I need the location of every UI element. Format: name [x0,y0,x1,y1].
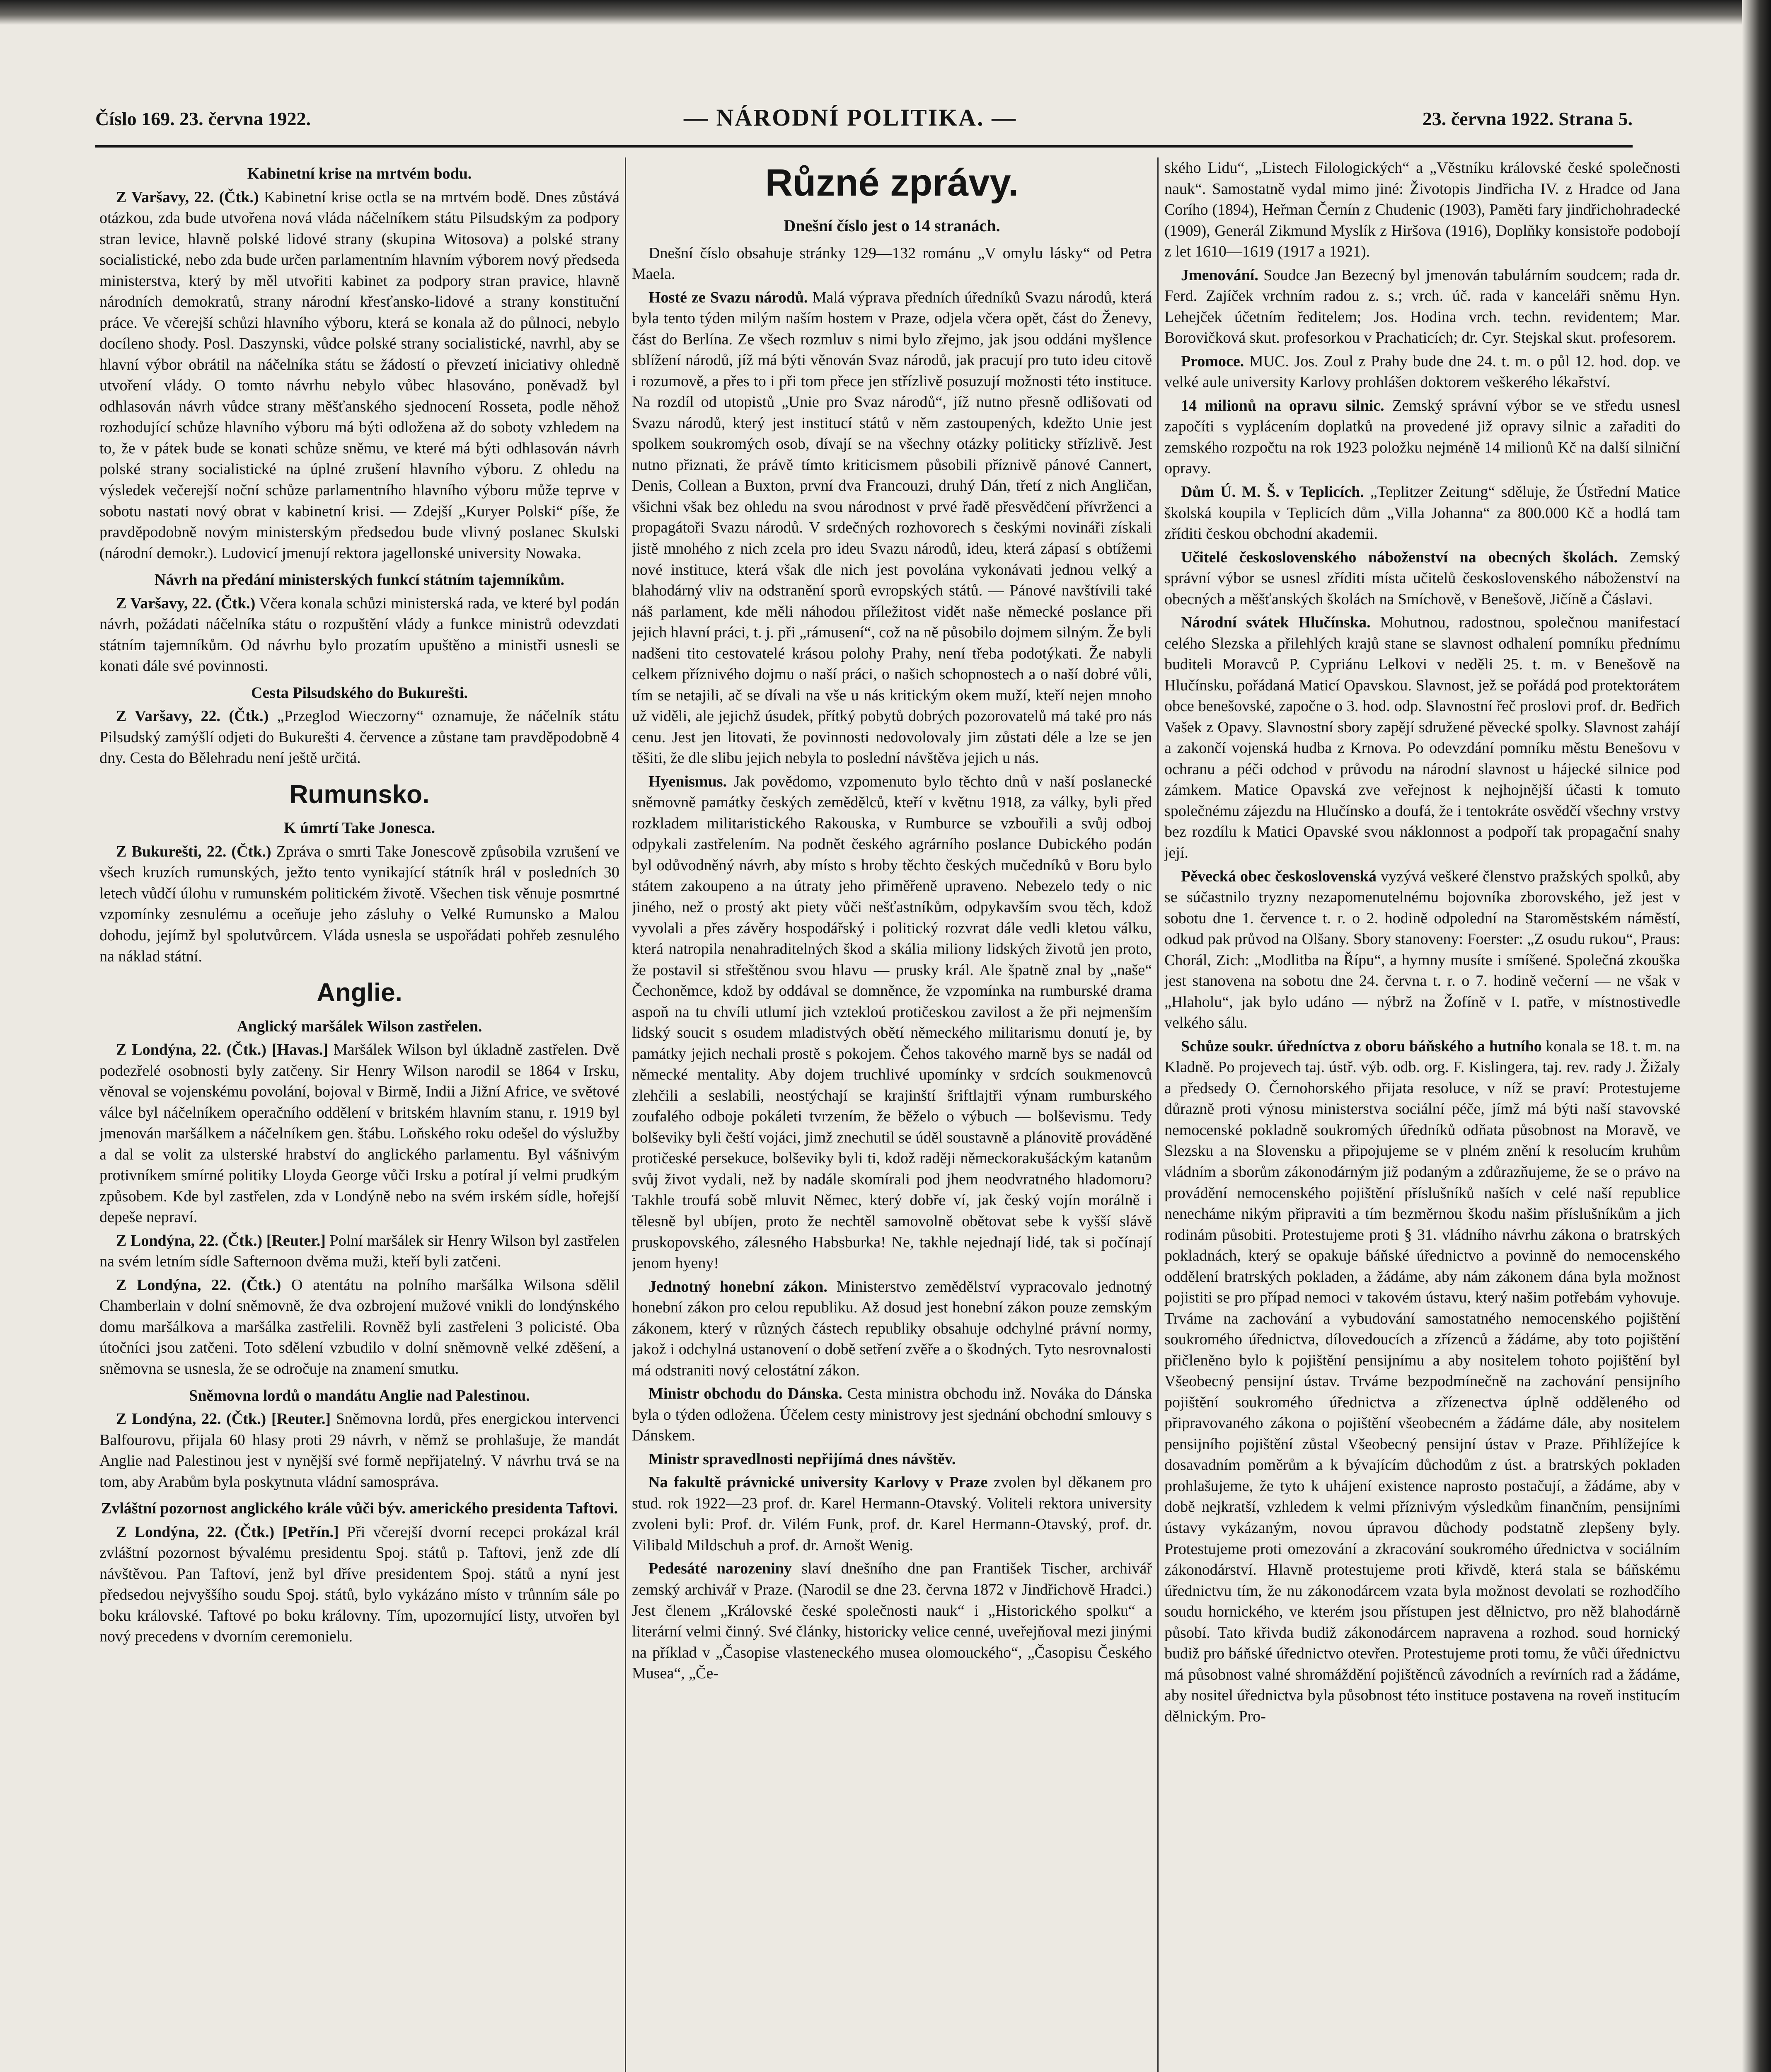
paragraph-text: Při včerejší dvorní recepci prokázal král zvláštní pozornost bývalému presidentu Spoj. států p. Taftovi, jenž zde dlí návštěvou. Pan Taftoví, jenž byl dříve presidentem Spoj. států a nyní jest předsedou nejvyššího soudu Spoj. států, bylo vykázáno místo v trůnním sále po boku královské. Taftové po boku královny. Tím, upozornující listy, utvořen byl nový precedens v dvorním ceremonielu. [99,1523,619,1646]
headline: Kabinetní krise na mrtvém bodu. [247,165,472,182]
item-title: Ministr obchodu do Dánska. [648,1385,843,1403]
article-paragraph [99,1039,619,1228]
paragraph-text: O atentátu na polního maršálka Wilsona sdělil Chamberlain v dolní sněmovně, že dva ozbrojení mužové vnikli do londýnského domu maršálkova a maršálka zastřelili. Rovněž byli zastřeleni 3 policisté. Oba útočníci jsou zatčeni. Toto sdělení vzbudilo v dolní sněmovně velké zděšení, a sněmovna se usnesla, že se odročuje na znamení smutku. [99,1276,619,1377]
item-title: Hosté ze Svazu národů. [648,288,808,306]
dateline: Z Londýna, 22. (Čtk.) [116,1276,281,1294]
column-2 [632,157,1152,2072]
article-paragraph: Ministr spravedlnosti nepřijímá dnes návštěv. [648,1450,956,1468]
paragraph-text: Sněmovna lordů, přes energickou intervenci Balfourovu, přijala 60 hlasy proti 29 návrh, v němž se prohlašuje, že mandát Anglie nad Palestinou jest v nynější své formě nepřijatelný. V návrhu trvá se na tom, aby Arabům byla poskytnuta vládní samospráva. [99,1410,619,1491]
paragraph-text: Malá výprava předních úředníků Svazu národů, která byla tento týden milým naším hostem v Praze, odjela včera opět, část do Ženevy, část do Berlína. Ze všech rozmluv s nimi bylo zřejmo, jak jsou oddáni myšlence sblížení národů, jíž má býti věnován Svaz národů, jak pracují pro tuto ideu citově i rozumově, a přes to i při tom přece jen střízlivě posuzují možnosti této instituce. Na rozdíl od utopistů „Unie pro Svaz národů“, jíž nutno přesně odlišovati od Svazu národů, který jest institucí států v něm zastoupených, kdežto Unie jest spolkem soukromých osob, dívají se na všechny otázky politicky střízlivě. Jest nutno přiznati, že právě tímto kriticismem působili příznivě pánové Cannert, Denis, Collean a Buxton, první dva Francouzi, druhý Dán, třetí z nich Angličan, všichni však bez ohledu na svou národnost v prvé řadě přesvědčení přívrženci a propagátoři Svazu národů. V srdečných rozhovorech s českými novináři získali jistě mnohého z nich zcela pro ideu Svazu národů, ideu, která zápasí s obtížemi nové instituce, která však dle nich jest povolána vykonávati jednou velký a blahodárný vliv na odstranění sporů evropských států. — Pánové navštívili také náš parlament, kde měli náhodou příležitost vidět naše německé poslance při jejich hlavní práci, t. j. při „rámusení“, což na ně působilo dojmem silným. Že byli nadšeni tito cestovatelé krásou polohy Prahy, není třeba podotýkati. Že nabyli celkem příznivého dojmu o naší práci, o našich schopnostech a o naší dobré vůli, tím se netajili, ač se dívali na vše u nás kritickým okem muží, kteří nejen mnoho už viděli, ale jejichž úsudek, přítký pobytů dobrých pozorovatelů má také pro nás cenu. Jest jen litovati, že povinnosti nedovolovaly jim zůstati déle a lze se jen těšiti, že dle slibu jejich nebyla to poslední návštěva jejich u nás. [632,288,1152,767]
article-paragraph [99,706,619,769]
item-title: Na fakultě právnické university Karlovy v Praze [648,1474,988,1491]
paragraph-text: Kabinetní krise octla se na mrtvém bodě. Dnes zůstává otázkou, zda bude utvořena nová vláda náčelníkem státu Pilsudským za podpory stran levice, hlavně polské lidové strany (skupina Witosova) a polské strany socialistické, nebo zda bude určen parlamentním hlavním výborem nový předseda ministerstva, který by měl utvořiti kabinet za podpory stran pravice, hlavně národních demokratů, strany národní křesťansko-lidové a strany konstituční práce. Ve včerejší schůzi hlavního výboru, která se konala až do půlnoci, nebylo docíleno shody. Posl. Daszynski, vůdce polské strany socialistické, navrhl, aby se hlavní výbor obrátil na náčelníka státu se žádostí o převzetí iniciativy ohledně utvoření vlády. O tomto návrhu nebylo vůbec hlasováno, poněvadž byl odhlasován návrh vůdce strany měšťanského sjednocení Rosseta, podle něhož rozhodující schůze hlavního výboru má býti odložena až do soboty vzhledem na to, že v pátek bude se konati schůze sněmu, ve které má býti odhlasován návrh polské strany socialistické na úplné zrušení hlavního výboru. Z ohledu na výsledek večerejší noční schůze parlamentního hlavního výboru může teprve v sobotu nastati nový obrat v kabinetní krisi. — Zdejší „Kuryer Polski“ píše, že pravděpodobně novým ministerským předsedou bude vlivný poslanec Skulski (národní demokr.). Ludovicí jmenují rektora jagellonské university Nowaka. [99,188,619,562]
article-paragraph [99,841,619,967]
article-paragraph [99,187,619,564]
paragraph-text: Cesta ministra obchodu inž. Nováka do Dánska byla o týden odložena. Účelem cesty ministrovy jest sjednání obchodní smlouvy s Dánskem. [632,1385,1152,1445]
dateline: Z Varšavy, 22. (Čtk.) [116,188,259,206]
column-rule [1157,157,1159,2072]
headline: Sněmovna lordů o mandátu Anglie nad Palestinou. [189,1387,530,1404]
article-paragraph [632,771,1152,1274]
article-paragraph [99,593,619,677]
item-title: Pěvecká obec československá [1181,867,1377,885]
paragraph-text: „Teplitzer Zeitung“ sděluje, že Ústřední Matice školská koupila v Teplicích dům „Villa Johanna“ za 800.000 Kč a hodlá tam zříditi českou obchodní akademii. [1164,483,1680,543]
article-paragraph [1164,1036,1680,1727]
item-title: Pedesáté narozeniny [648,1560,792,1578]
column-1 [99,157,619,2072]
notice-heading: Dnešní číslo jest o 14 stranách. [784,216,1000,235]
item-title: 14 milionů na opravu silnic. [1181,397,1384,414]
issue-date-left: Číslo 169. 23. června 1922. [95,108,311,129]
paragraph-text: Maršálek Wilson byl úkladně zastřelen. Dvě podezřelé osobnosti byly zatčeny. Sir Henry Wilson narodil se 1864 v Irsku, věnoval se vojenskému povolání, bojoval v Birmě, Indii a Jižní Africe, ve světové válce byl náčelníkem operačního oddělení v britském hlavním stanu, r. 1919 byl jmenován maršálkem a náčelníkem gen. štábu. Loňského roku odešel do výslužby a dal se volit za ulsterské hrabství do anglického parlamentu. Byl vášnivým protivníkem smírné politiky Lloyda George vůči Irsku a potíral jí velmi prudkým způsobem. Kde byl zastřelen, zda v Londýně nebo na svém irském sídle, hořejší depeše neprаví. [99,1041,619,1226]
dateline: Z Londýna, 22. (Čtk.) [Reuter.] [116,1232,326,1249]
paragraph-text: Soudce Jan Bezecný byl jmenován tabulárním soudcem; rada dr. Ferd. Zajíček vrchním radou z. s.; vrch. úč. rada v kanceláři sněmu Hyn. Lehejček účetním ředitelem; Jos. Hodina vrch. techn. revidentem; Mar. Borovičková skut. profesorkou v Prachaticích; dr. Cyr. Stejskal skut. profesorem. [1164,266,1680,347]
article-paragraph [1164,547,1680,610]
article-paragraph [1164,351,1680,393]
column-rule [625,157,626,2072]
paragraph-text: Mohutnou, radostnou, společnou manifestací celého Slezska a přilehlých krajů stane se slavnost odhalení pomníku přednímu buditeli Moravců P. Cypriánu Lelkovi v neděli 25. t. m. v Benešově na Hlučínsku, pořádaná Maticí Opavskou. Slavnost, jež se pořádá pod protektorátem obce benešovské, započne o 3. hod. odp. Slavnostní řeč proslovi prof. dr. Bedřich Vašek z Opavy. Slavnostní sbory zapějí sdružené pěvecké spolky. Slavnost zahájí a zakončí vojenská hudba z Krnova. Po odevzdání pomníku městu Benešovu v ochranu a péči odchod v průvodu na národní slavnost u hájecké silnice pod zámkem. Matice Opavská zve veřejnost k nejhojnější účasti k tomuto společnému zájezdu na Hlučínsko a doufá, že i tentokráte osvědčí všechny vrstvy bez rozdílu k Matici Opavské svou náklonnost a podpoří tak propagační snahy její. [1164,614,1680,862]
paragraph-text: Ministerstvo zemědělství vypracovalo jednotný honební zákon pro celou republiku. Až dosud jest honební zákon pouze zemským zákonem, který v různých částech republiky obsahuje odchylné právní normy, jakož i odchylná ustanovení o době setření zvěře a o škodných. Tyto nesrovnalosti má odstraniti nový celostátní zákon. [632,1278,1152,1379]
headline: Zvláštní pozornost anglického krále vůči býv. amerického presidenta Taftovi. [101,1500,618,1518]
dateline: Z Londýna, 22. (Čtk.) [Petřín.] [116,1523,339,1541]
item-title: Dům Ú. M. Š. v Teplicích. [1181,483,1364,501]
article-paragraph: Dnešní číslo obsahuje stránky 129—132 románu „V omylu lásky“ od Petra Maela. [632,244,1152,283]
headline: Cesta Pilsudského do Bukurešti. [251,684,468,702]
paragraph-text: MUC. Jos. Zoul z Prahy bude dne 24. t. m. o půl 12. hod. dop. ve velké aule university Karlovy prohlášen doktorem veškerého lékařství. [1164,352,1680,391]
article-paragraph: ského Lidu“, „Listech Filologických“ a „Věstníku královské české společnosti nauk“. Samostatně vydal mimo jiné: Životopis Jindřicha IV. z Hradce od Jana Corího (1894), Heřman Černín z Chudenic (1903), Paměti fary jindřichohradecké (1909), Generál Zikmund Myslík z Hiršova (1916), Doplňky konsistoře podobojí z let 1610—1619 (1917 a 1921). [1164,159,1680,261]
item-title: Hyenismus. [648,772,727,790]
scan-edge-right [1742,0,1771,2072]
article-paragraph [632,1276,1152,1381]
paragraph-text: Zemský správní výbor se ve středu usnesl započíti s vyplácením doplatků na provedené již opravy silnic a zařaditi do zemského rozpočtu na rok 1923 položku nejméně 14 milionů Kč na další silniční opravy. [1164,397,1680,477]
article-paragraph [99,1275,619,1380]
section-heading: Anglie. [317,978,402,1007]
paragraph-text: zvolen byl děkanem pro stud. rok 1922—23 prof. dr. Karel Hermann-Otavský. Voliteli rektora university zvoleni byli: Prof. dr. Vilém Funk, prof. dr. Karel Hermann-Otavský, prof. dr. Vilibald Mildschuh a prof. dr. Arnošt Wenig. [632,1474,1152,1554]
headline: Anglický maršálek Wilson zastřelen. [237,1017,482,1035]
item-title: Promoce. [1181,352,1244,370]
article-paragraph [1164,395,1680,479]
paragraph-text: Zpráva o smrti Take Jonescově způsobila vzrušení ve všech kruzích rumunských, ježto tento vynikající státník hrál v posledních 30 letech vůdčí úlohu v rumunském politickém životě. Všechen tisk věnuje posmrtné vzpomínky zesnulému a oceňuje jeho zásluhy o Velké Rumunsko a Malou dohodu, jejímž byl spolutvůrcem. Vláda usnesla se uspořádati pohřeb zesnulého na náklad státní. [99,842,619,965]
article-paragraph [99,1522,619,1647]
article-paragraph [1164,612,1680,863]
page-header [95,99,1633,148]
article-paragraph [1164,265,1680,349]
item-title: Schůze soukr. úředníctva z oboru báňského a hutního [1181,1037,1542,1055]
article-paragraph [99,1409,619,1492]
paragraph-text: „Przeglod Wieczorny“ oznamuje, že náčelník státu Pilsudský zamýšlí odjeti do Bukurešti 4. července a zůstane tam pravděpodobně 4 dny. Cesta do Bělehradu není ještě určitá. [99,707,619,767]
item-title: Jednotný honební zákon. [648,1278,827,1295]
article-paragraph [632,1472,1152,1556]
paragraph-text: Jak povědomo, vzpomenuto bylo těchto dnů v naší poslanecké sněmovně památky českých zemědělců, kteří v květnu 1918, za války, byli před rozkladem militaristického Rakouska, v Rumburce se vzbouřili a svůj odboj odpykali zastřelením. Na podnět českého agrárního poslance Dubického podán byl odůvodněný návrh, aby místo s hroby těchto českých mučedníků v Boru bylo státem zakoupeno a na útraty jeho přiměřeně upraveno. Nebezelo tedy o nic jiného, než o prostý akt piety vůči nešťastníkům, odpykavším svou těch, kdož vyvolali a přes závěry hospodářský i politický rozvrat dále vedli kletou válku, která natropila nenahraditelných škod a skália miliony lidských životů jen proto, že postavil si střeštěnou svou hlavu — prusky král. Ale špatně znal by „naše“ Čechoněmce, kdož by oddával se domněnce, že vzpomínka na rumburské drama aspoň na tu chvíli utlumí jich vztekloú protičeskou zavilost a že při nejmenším lidský soucit s osudem mladistvých obětí německého militarismu donutí je, by památky jejich nechali prostě s pokojem. Čehos takového marně bys se nadál od německé mentality. Aby dojem truchlivé upomínky v srdcích soukmenovců zlehčili a seslabili, neostýchají se krajinští šriftlajtři výnam rumburského zoufalého odboje pokáleti tvrzením, že běželo o výbuch — bolševismu. Tedy bolševiky byli čeští vojáci, jimž znechutil se úděl soustavně a plánovitě prováděné protičeské persekuce, bolševiky byli ti, kdož raději německorakušáckým katanům svůj život vydali, než by nadále skomírali pod jhem neodvratného hladomoru? Takhle troufá sobě mluvit Němec, který dobře ví, jak český vojín morálně i tělesně byl ubíjen, proto že nechtěl samovolně obětovat sebe k vyšší slávě pruskopovského, zálesného Habsburka! Ne, takhle nejednají lidé, tak si počínají jenom hyeny! [632,772,1152,1272]
paragraph-text: Zemský správní výbor se usnesl zříditi místa učitelů československého náboženství na obecných a měšťanských školách na Smíchově, v Benešově, Jičíně a Čáslavi. [1164,548,1680,608]
article-paragraph [1164,482,1680,545]
paragraph-text: Včera konala schůzi ministerská rada, ve které byl podán návrh, požádati náčelníka státu o rozpuštění vlády a funkce ministrů odevzdati státním tajemníkům. Od návrhu bylo prozatím upuštěno a ministři usnesli se konati dále své povinnosti. [99,594,619,675]
column-3 [1164,157,1680,2072]
paragraph-text: slaví dnešního dne pan František Tischer, archivář zemský archivář v Praze. (Narodil se dne 23. června 1872 v Jindřichově Hradci.) Jest členem „Královské české společnosti nauk“ i „Historického spolku“ a literární velmi činný. Své články, historicky velice cenné, uveřejňoval mezi jinými na příklad v „Časopise vlasteneckého musea olomouckého“, „Časopisu Českého Musea“, „Če- [632,1560,1152,1682]
dateline: Z Londýna, 22. (Čtk.) [Havas.] [116,1041,328,1059]
section-heading: Rumunsko. [289,780,430,809]
article-paragraph [1164,866,1680,1034]
dateline: Z Londýna, 22. (Čtk.) [Reuter.] [116,1410,331,1428]
scan-edge-top [0,0,1771,25]
article-paragraph [632,1558,1152,1684]
article-paragraph [632,1383,1152,1446]
masthead-title: — NÁRODNÍ POLITIKA. — [684,104,1017,131]
dateline: Z Varšavy, 22. (Čtk.) [116,707,269,725]
item-title: Jmenování. [1181,266,1258,284]
dateline: Z Bukurešti, 22. (Čtk.) [116,842,271,860]
headline: Návrh na předání ministerských funkcí státním tajemníkům. [154,571,565,589]
page-number-right: 23. června 1922. Strana 5. [1422,108,1633,129]
paragraph-text: Polní maršálek sir Henry Wilson byl zastřelen na svém letním sídle Safternoon dvěma muži, kteří byli zatčeni. [99,1232,619,1271]
paragraph-text: vyzývá veškeré členstvo pražských spolků, aby se súčastnilo tryzny nezapomenutelnému bojovníka zborovského, jež jest v sobotu dne 1. července t. r. o 2. hodině odpolední na Staroměstském náměstí, odkud pak průvod na Olšany. Sbory stanoveny: Foerster: „Z osudu rukou“, Praus: Chorál, Zich: „Modlitba na Řípu“, a hymny musíte i smíšené. Společná zkouška jest stanovena na sobotu dne 24. června t. r. o 7. hodině večerní — ne však v „Hlaholu“, jak bylo udáno — nýbrž na Žofíně v I. patře, v místnostivedle velkého sálu. [1164,867,1680,1032]
item-title: Učitelé československého náboženství na obecných školách. [1181,548,1618,566]
item-title: Národní svátek Hlučínska. [1181,614,1371,632]
headline: K úmrtí Take Jonesca. [283,819,435,837]
dateline: Z Varšavy, 22. (Čtk.) [116,594,256,612]
article-paragraph [99,1230,619,1272]
paragraph-text: konala se 18. t. m. na Kladně. Po projevech taj. ústř. výb. odb. org. F. Kislingera, taj. rev. rady J. Žižaly a předsedy O. Černohorského přijata resoluce, v níž se praví: Protestujeme důrazně proti výnosu ministerstva sociální péče, jímž má býti naší stavovské nemocenské pokladně soukromých úředníků odňata působnost na Moravě, ve Slezsku a na Slovensku a připojujeme se v plném znění k resolucím kruhům vládním a sborům zákonodárným již podaným a zdůrazňujeme, že se o právo na provádění nemocenského pojištění příslušníků naších v celé naší republice nenecháme nikým připraviti a tím bezměrnou škodu našim příslušníkům a jich rodinám působiti. Protestujeme proti § 31. vládního návrhu zákona o bratrských pokladnách, který se opakuje báňské úřednictvo a povinně do nemocenského oddělení bratrských pokladen, a žádáme, aby nám zákonem dána byla možnost pojistiti se pro případ nemoci v takovém ústavu, který našim potřebám vyhovuje. Trváme na zachování a vybudování samostatného nemocenského pojištění soukromého úřednictva, dílovedoucích a zřízenců a žádáme, aby toto pojištění přičleněno bylo k pojištění pensijnímu a aby nositelem tohoto pojištění byl Všeobecný pensijní ústav. Trváme bezpodmínečně na zachování pensijního pojištění soukromého úřednictva a zřízenectva úplně odděleného od připravovaného zákona o pojištění všeobecném a žádáme dále, aby nositelem pensijního pojištění zůstal Všeobecný pensijní ústav v Praze. Přihlížejíce k dosavadním poměrům a k bývajícím důchodům z úst. a bratrských pokladen prohlašujeme, že tyto k uhájení existence naprosto postačují, a žádáme, aby v době nejkratší, vzhledem k velmi příznivým výsledkům finančním, pensijními ústavy vykázaným, novou úpravou důchody podstatně zlepšeny byly. Protestujeme proti omezování a zkracování soukromého úřednictva v sociálním zákonodárství. Hlavně protestujeme proti křivdě, která stala se báňskému úřednictvu tím, že nu zákonodárcem vzata byla možnost devolati se rozhodčího soudu hornického, ve kterém jsou přístupen jest dělnictvo, pro něž blahodárně působí. Tato křivda budiž zákonodárcem napravena a rozhod. soud hornický budiž pro báňské úřednictvo otevřen. Protestujeme proti tomu, že vůči úřednictvu má působnost valné shromáždění pojištěnců závodních a revírních rad a žádáme, aby nositel úřednictva byla působnost této instituce postavena na roveň institucím dělnickým. Pro- [1164,1037,1680,1725]
article-paragraph [632,287,1152,769]
section-heading: Různé zprávy. [765,162,1019,204]
